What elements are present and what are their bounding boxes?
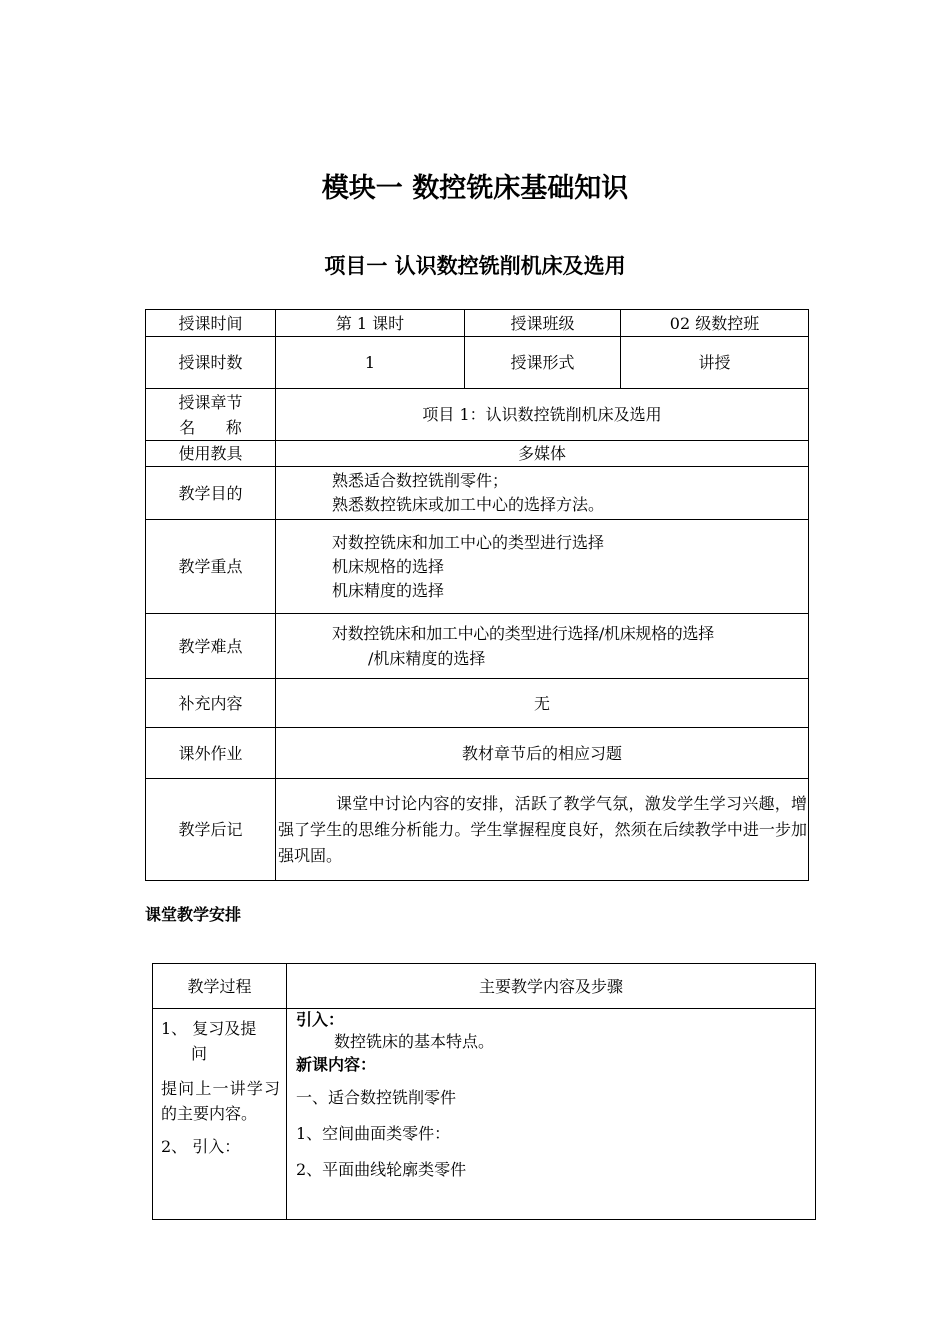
tools-label: 使用教具 (146, 441, 276, 467)
table-row (146, 310, 809, 337)
difficulty-line1: 对数控铣床和加工中心的类型进行选择/机床规格的选择 (332, 624, 714, 643)
new-content-label: 新课内容： (296, 1055, 377, 1074)
content-item: 2、平面曲线轮廓类零件 (296, 1160, 467, 1179)
intro-text: 数控铣床的基本特点。 (334, 1032, 495, 1051)
goal-list (276, 467, 809, 520)
supplement-label: 补充内容 (146, 679, 276, 728)
chapter-label-line2: 名 称 (179, 417, 242, 437)
class-label: 授课班级 (465, 310, 621, 337)
section-title: 课堂教学安排 (145, 905, 242, 924)
tools-value: 多媒体 (276, 441, 809, 467)
process-steps (153, 1009, 287, 1220)
step-intro: 2、 引入： (161, 1137, 241, 1156)
form-label: 授课形式 (465, 337, 621, 389)
step-review-line1: 1、 复习及提 (161, 1019, 257, 1038)
content-item: 一、适合数控铣削零件 (296, 1088, 457, 1107)
hours-label: 授课时数 (146, 337, 276, 389)
difficulty-value (276, 614, 809, 679)
key-list (276, 520, 809, 614)
list-item: 对数控铣床和加工中心的类型进行选择 (332, 532, 605, 552)
module-title: 模块一 数控铣床基础知识 (321, 173, 629, 204)
process-table (152, 963, 816, 1220)
intro-label: 引入： (296, 1010, 345, 1029)
difficulty-label: 教学难点 (146, 614, 276, 679)
goal-label: 教学目的 (146, 467, 276, 520)
table-row (146, 779, 809, 881)
homework-label: 课外作业 (146, 728, 276, 779)
lesson-info-table (145, 309, 809, 881)
step-review-line2: 问 (191, 1044, 208, 1063)
notes-value: 课堂中讨论内容的安排，活跃了教学气氛，激发学生学习兴趣，增强了学生的思维分析能力。学生掌握程度良好，然须在后续教学中进一步加强巩固。 (276, 779, 809, 881)
notes-label: 教学后记 (146, 779, 276, 881)
table-row (146, 614, 809, 679)
list-item: 熟悉适合数控铣削零件； (332, 471, 509, 490)
table-row (146, 520, 809, 614)
table-row (146, 389, 809, 441)
form-value: 讲授 (621, 337, 809, 389)
time-label: 授课时间 (146, 310, 276, 337)
table-row (146, 679, 809, 728)
step-review-text: 提问上一讲学习的主要内容。 (161, 1079, 280, 1123)
supplement-value: 无 (276, 679, 809, 728)
process-col-header: 教学过程 (153, 964, 287, 1009)
list-item: 机床规格的选择 (332, 556, 445, 576)
homework-value: 教材章节后的相应习题 (276, 728, 809, 779)
chapter-label (146, 389, 276, 441)
table-row (146, 337, 809, 389)
chapter-label-line1: 授课章节 (178, 392, 243, 412)
class-value: 02 级数控班 (621, 310, 809, 337)
content-item: 1、空间曲面类零件： (296, 1124, 451, 1143)
chapter-value: 项目 1：认识数控铣削机床及选用 (276, 389, 809, 441)
content-col-header: 主要教学内容及步骤 (287, 964, 816, 1009)
time-value: 第 1 课时 (276, 310, 465, 337)
table-row (146, 728, 809, 779)
hours-value: 1 (276, 337, 465, 389)
key-label: 教学重点 (146, 520, 276, 614)
process-content (287, 1009, 816, 1220)
list-item: 机床精度的选择 (332, 580, 445, 600)
project-title: 项目一 认识数控铣削机床及选用 (324, 254, 626, 278)
difficulty-line2: /机床精度的选择 (368, 649, 486, 668)
table-row (146, 467, 809, 520)
table-row (146, 441, 809, 467)
table-row (153, 964, 816, 1009)
list-item: 熟悉数控铣床或加工中心的选择方法。 (332, 495, 605, 514)
table-row (153, 1009, 816, 1220)
